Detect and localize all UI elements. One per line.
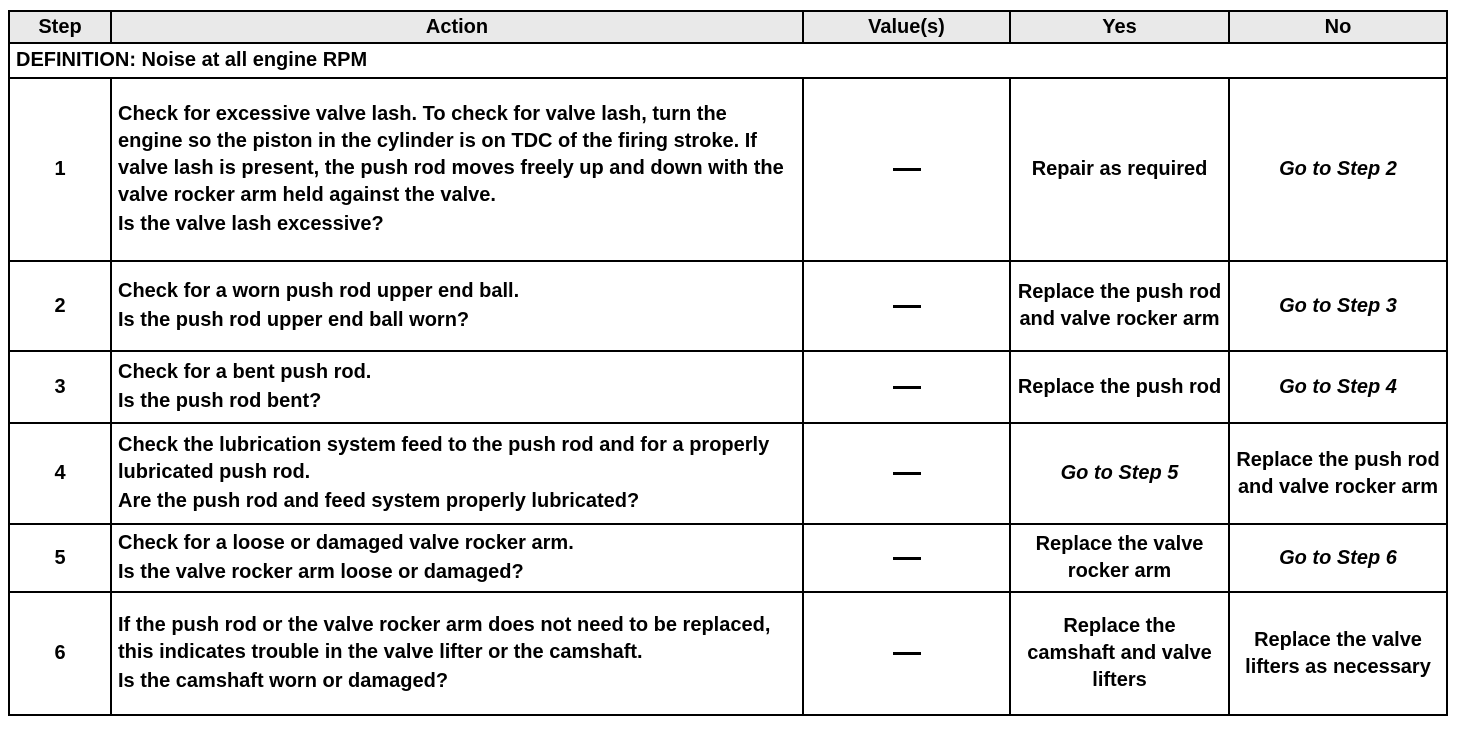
value-cell [803,423,1010,524]
no-result: Go to Step 4 [1229,351,1447,423]
value-cell [803,78,1010,261]
table-row [9,78,1447,261]
action-question: Is the push rod upper end ball worn? [118,309,470,331]
step-number: 4 [9,423,111,524]
action-text: Check the lubrication system feed to the push rod and for a properly lubricated push rod. [118,434,770,483]
value-dash [893,652,921,655]
value-dash [893,305,921,308]
no-result: Go to Step 2 [1229,78,1447,261]
no-result: Replace the push rod and valve rocker arm [1229,423,1447,524]
action-cell [111,524,803,592]
step-number: 6 [9,592,111,715]
definition-text: DEFINITION: Noise at all engine RPM [9,43,1447,78]
action-text: Check for excessive valve lash. To check for valve lash, turn the engine so the piston in the cylinder is on TDC of the firing stroke. If valve lash is present, the push rod moves freely up and down with the valve rocker arm held against the valve. [118,103,784,206]
header-no: No [1229,11,1447,43]
action-text: If the push rod or the valve rocker arm does not need to be replaced, this indicates trouble in the valve lifter or the camshaft. [118,614,771,663]
action-text: Check for a loose or damaged valve rocker arm. [118,532,574,554]
action-cell [111,423,803,524]
step-number: 1 [9,78,111,261]
table-row [9,351,1447,423]
step-number: 5 [9,524,111,592]
yes-result: Replace the push rod and valve rocker arm [1010,261,1229,351]
definition-row [9,43,1447,78]
action-question: Is the valve lash excessive? [118,213,384,235]
action-text: Check for a bent push rod. [118,361,372,383]
header-row [9,11,1447,43]
no-result: Go to Step 3 [1229,261,1447,351]
value-dash [893,168,921,171]
no-result: Go to Step 6 [1229,524,1447,592]
value-dash [893,472,921,475]
table-row [9,423,1447,524]
action-question: Is the valve rocker arm loose or damaged? [118,561,524,583]
step-number: 3 [9,351,111,423]
diagnostic-table-sheet [8,10,1446,716]
value-cell [803,524,1010,592]
action-cell [111,261,803,351]
table-row [9,261,1447,351]
table-row [9,592,1447,715]
value-dash [893,386,921,389]
yes-result: Repair as required [1010,78,1229,261]
value-cell [803,351,1010,423]
yes-result: Go to Step 5 [1010,423,1229,524]
header-yes: Yes [1010,11,1229,43]
no-result: Replace the valve lifters as necessary [1229,592,1447,715]
header-values: Value(s) [803,11,1010,43]
value-dash [893,557,921,560]
table-row [9,524,1447,592]
yes-result: Replace the camshaft and valve lifters [1010,592,1229,715]
action-cell [111,351,803,423]
action-question: Are the push rod and feed system properly lubricated? [118,490,640,512]
value-cell [803,261,1010,351]
action-cell [111,592,803,715]
header-action: Action [111,11,803,43]
action-question: Is the camshaft worn or damaged? [118,670,449,692]
action-question: Is the push rod bent? [118,390,322,412]
value-cell [803,592,1010,715]
yes-result: Replace the push rod [1010,351,1229,423]
header-step: Step [9,11,111,43]
step-number: 2 [9,261,111,351]
diagnostic-table [8,10,1448,716]
action-cell [111,78,803,261]
action-text: Check for a worn push rod upper end ball. [118,280,520,302]
yes-result: Replace the valve rocker arm [1010,524,1229,592]
